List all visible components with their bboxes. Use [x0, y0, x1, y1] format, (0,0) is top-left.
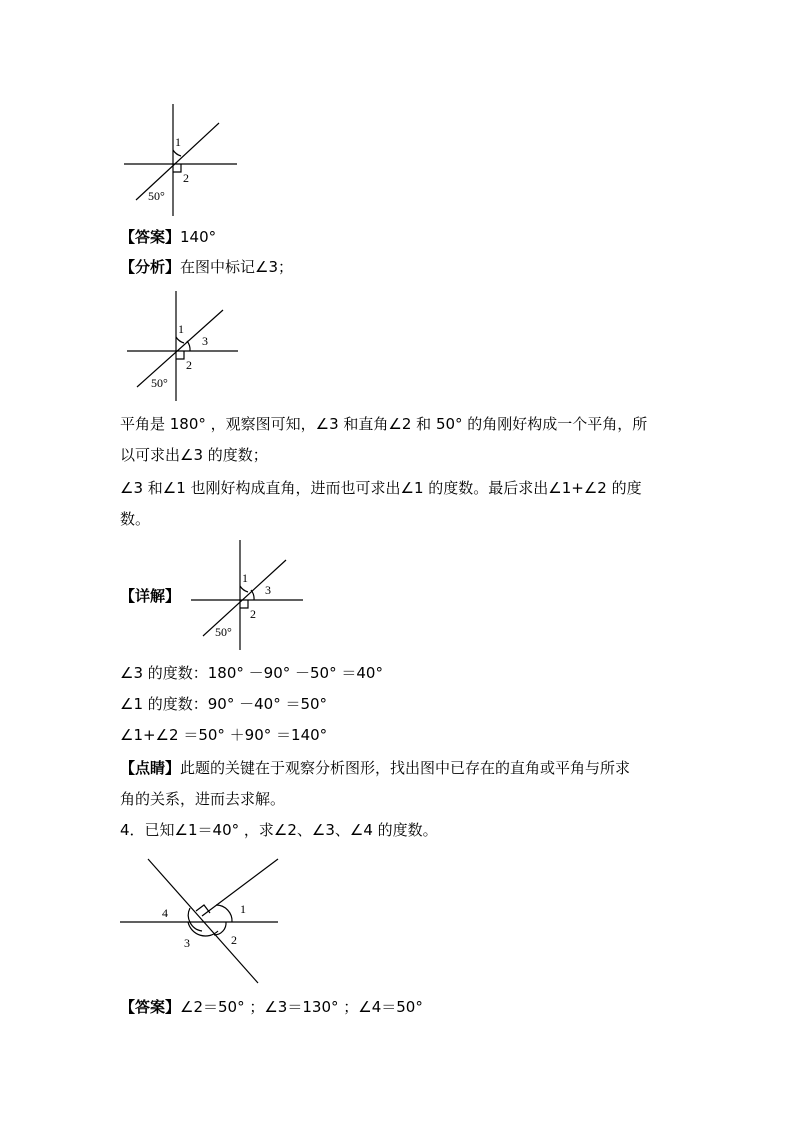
analysis-tag: 【分析】: [120, 258, 181, 276]
tip-tag: 【点睛】: [120, 759, 181, 777]
angle-label-1: 1: [242, 571, 248, 585]
analysis-para1-line1: 平角是 180° ，观察图可知，∠3 和直角∠2 和 50° 的角刚好构成一个平角，所: [120, 415, 648, 433]
analysis-para2-line2: 数。: [120, 510, 151, 528]
angle-label-2: 2: [186, 358, 192, 372]
answer-1: [120, 226, 680, 248]
detail-tag: 【详解】: [120, 587, 181, 605]
analysis-text: 在图中标记∠3；: [180, 258, 294, 276]
angle-arc-1: [176, 337, 184, 343]
answer-4: [120, 996, 680, 1018]
angle-arc-1: [216, 905, 232, 922]
angle-label-3: 3: [184, 936, 190, 950]
angle-label-2: 2: [250, 607, 256, 621]
angle-arc-3: [187, 341, 190, 351]
detail-heading: [120, 585, 200, 607]
angle-label-1: 1: [240, 902, 246, 916]
angle-label-2: 2: [231, 933, 237, 947]
angle-label-1: 1: [178, 322, 184, 336]
answer-tag: 【答案】: [120, 228, 181, 246]
angle-label-4: 4: [162, 906, 168, 920]
analysis-para1-line2: 以可求出∠3 的度数；: [120, 446, 268, 464]
analysis-heading: [120, 256, 680, 278]
angle-arc-1: [240, 586, 248, 592]
tip-text-1: 此题的关键在于观察分析图形，找出图中已存在的直角或平角与所求: [180, 759, 631, 777]
angle-label-50: 50°: [215, 625, 232, 639]
angle-label-2: 2: [183, 171, 189, 185]
figure-1-diagram: [124, 104, 238, 216]
analysis-para2-line1: ∠3 和∠1 也刚好构成直角，进而也可求出∠1 的度数。最后求出∠1+∠2 的度: [120, 479, 642, 497]
figure-1: [124, 104, 238, 216]
angle-arc-1: [173, 150, 181, 156]
detail-line1: ∠3 的度数：180° －90° －50° ＝40°: [120, 664, 383, 682]
angle-label-3: 3: [265, 583, 271, 597]
angle-label-1: 1: [175, 135, 181, 149]
answer4-text: ∠2＝50° ；∠3＝130° ；∠4＝50°: [180, 998, 423, 1016]
angle-arc-3: [188, 922, 218, 936]
tip-line1: [120, 757, 680, 779]
figure-2-diagram: [127, 291, 241, 403]
right-angle-mark: [176, 351, 184, 359]
tip-line2: 角的关系，进而去求解。: [120, 790, 286, 808]
angle-label-50: 50°: [148, 189, 165, 203]
diagonal-line-a: [148, 859, 258, 983]
detail-line3: ∠1+∠2 ＝50° ＋90° ＝140°: [120, 726, 328, 744]
figure-4: [120, 855, 280, 987]
question-4: 4．已知∠1＝40° ，求∠2、∠3、∠4 的度数。: [120, 821, 438, 839]
angle-label-50: 50°: [151, 376, 168, 390]
answer-text: 140°: [180, 228, 217, 246]
figure-4-diagram: [120, 855, 280, 987]
angle-label-3: 3: [202, 334, 208, 348]
figure-3: [191, 540, 305, 652]
figure-3-diagram: [191, 540, 305, 652]
figure-2: [127, 291, 241, 403]
angle-arc-3: [251, 590, 254, 600]
answer4-tag: 【答案】: [120, 998, 181, 1016]
detail-line2: ∠1 的度数：90° －40° ＝50°: [120, 695, 328, 713]
